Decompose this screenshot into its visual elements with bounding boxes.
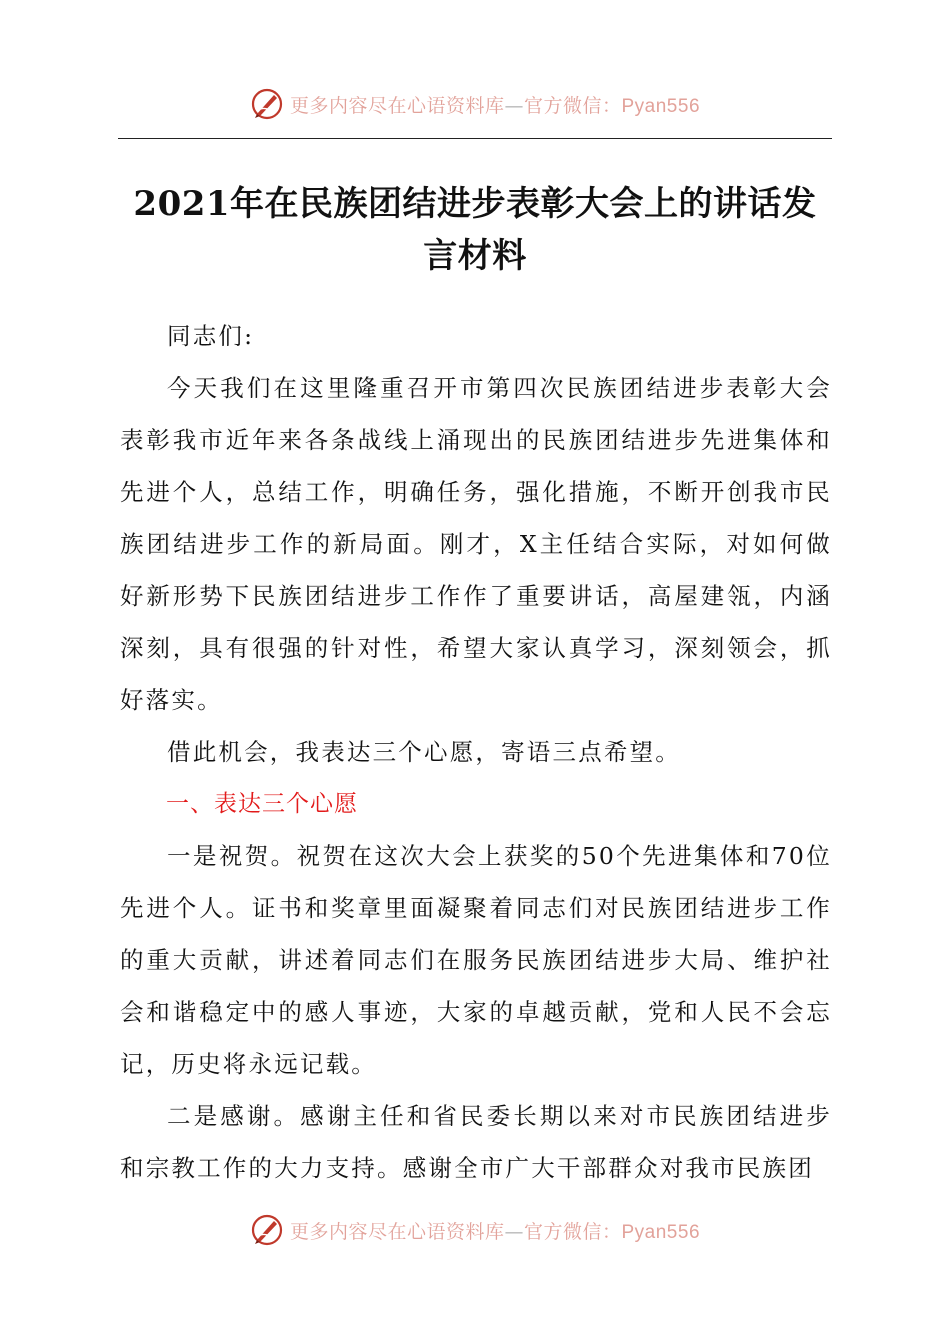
pen-circle-logo-icon [250, 1213, 284, 1247]
banner-label: 官方微信： [523, 94, 622, 117]
document-title: 2021年在民族团结进步表彰大会上的讲话发言材料 [133, 184, 817, 276]
banner-main-text: 更多内容尽在心语资料库 [289, 94, 505, 117]
footer-separator: — [504, 1220, 524, 1243]
pen-circle-logo-icon [250, 87, 284, 121]
paragraph-2: 借此机会，我表达三个心愿，寄语三点希望。 [167, 738, 681, 766]
paragraph-1: 今天我们在这里隆重召开市第四次民族团结进步表彰大会表彰我市近年来各条战线上涌现出的民族团结进步先进集体和先进个人，总结工作，明确任务，强化措施，不断开创我市民族团结进步工作的新局面。刚才，X主任结合实际，对如何做好新形势下民族团结进步工作作了重要讲话，高屋建瓴，内涵深刻，具有很强的针对性，希望大家认真学习，深刻领会，抓好落实。 [120, 374, 832, 714]
banner-wechat-id: Pyan556 [621, 95, 701, 117]
paragraph-4: 二是感谢。感谢主任和省民委长期以来对市民族团结进步和宗教工作的大力支持。感谢全市广大干部群众对我市民族团 [120, 1102, 832, 1182]
header-banner [0, 84, 950, 124]
greeting: 同志们: [167, 322, 255, 350]
section-heading-1: 一、表达三个心愿 [166, 791, 358, 817]
header-divider [118, 138, 832, 139]
footer-banner [0, 1210, 950, 1250]
document-body [120, 310, 832, 1194]
footer-main-text: 更多内容尽在心语资料库 [289, 1220, 505, 1243]
banner-separator: — [504, 94, 524, 117]
footer-label: 官方微信： [523, 1220, 622, 1243]
paragraph-3: 一是祝贺。祝贺在这次大会上获奖的50个先进集体和70位先进个人。证书和奖章里面凝聚着同志们对民族团结进步工作的重大贡献，讲述着同志们在服务民族团结进步大局、维护社会和谐稳定中的感人事迹，大家的卓越贡献，党和人民不会忘记，历史将永远记载。 [120, 842, 832, 1078]
footer-wechat-id: Pyan556 [621, 1221, 701, 1243]
